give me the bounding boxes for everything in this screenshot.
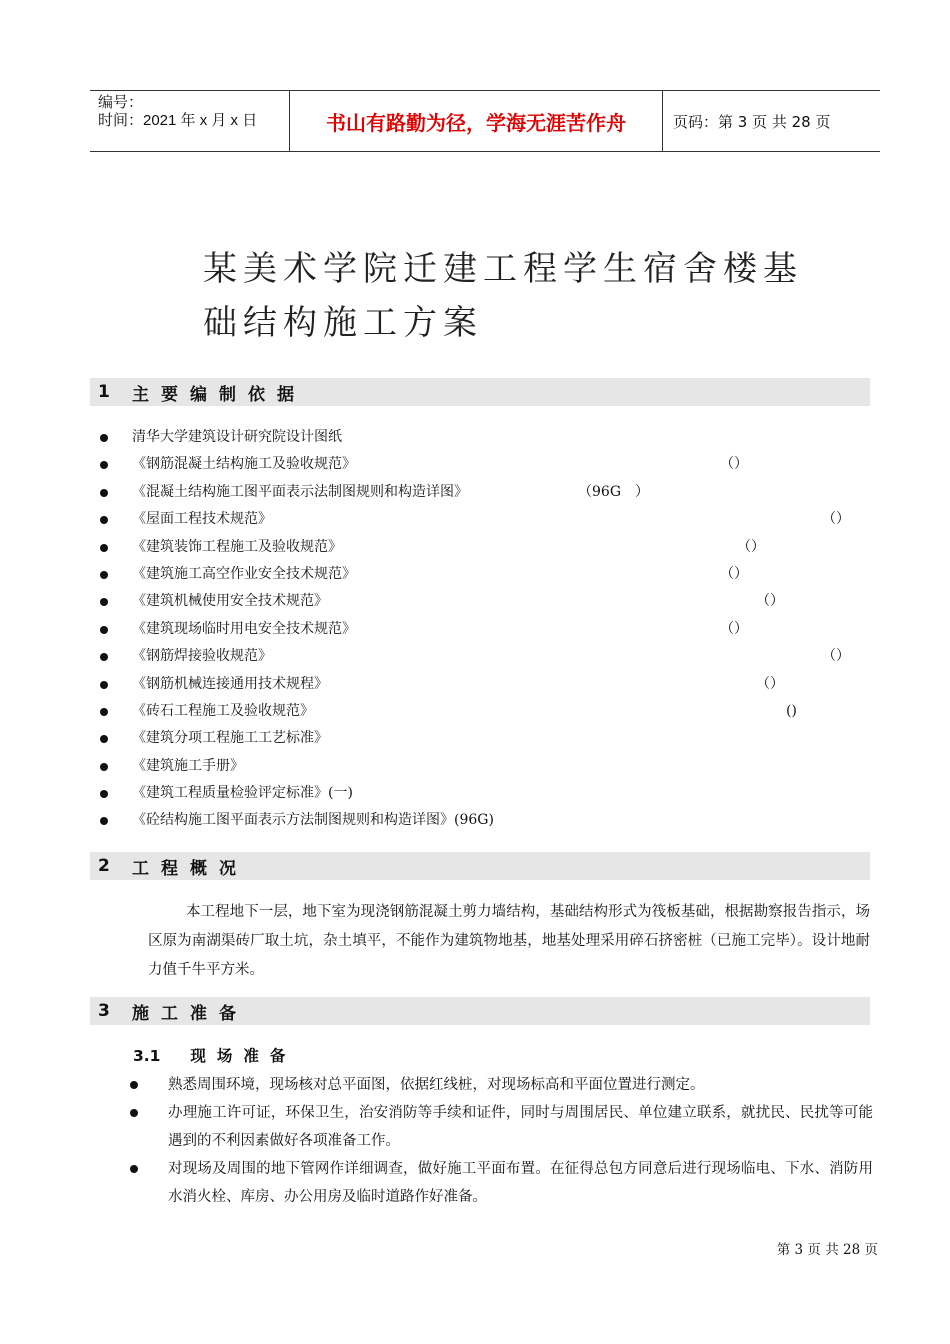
- subsection-heading: [133, 1044, 296, 1066]
- bullet-icon: [100, 735, 108, 743]
- header-page-info: 页码：第 3 页 共 28 页: [673, 112, 831, 131]
- section-number: 2: [98, 856, 110, 876]
- list-item: 《建筑施工高空作业安全技术规范》 （）: [100, 561, 860, 588]
- document-title: [203, 242, 803, 350]
- list-item: 办理施工许可证，环保卫生，治安消防等手续和证件，同时与周围居民、单位建立联系，就扰民、民扰等可能遇到的不利因素做好各项准备工作。: [128, 1099, 873, 1155]
- list-item: 《建筑机械使用安全技术规范》 （）: [100, 588, 860, 615]
- bullet-icon: [130, 1081, 138, 1089]
- bullet-icon: [100, 817, 108, 825]
- page-footer: 第 3 页 共 28 页: [776, 1242, 878, 1258]
- list-item: 《建筑施工手册》: [100, 753, 860, 780]
- bullet-icon: [100, 653, 108, 661]
- list-item: 《建筑装饰工程施工及验收规范》 （）: [100, 534, 860, 561]
- bullet-icon: [100, 763, 108, 771]
- header-meta-cell: [90, 91, 290, 151]
- section-heading-1: [90, 378, 870, 406]
- section-number: 1: [98, 382, 110, 402]
- list-item: 《砖石工程施工及验收规范》 (): [100, 698, 860, 725]
- site-prep-list: [128, 1071, 873, 1211]
- list-item: 《砼结构施工图平面表示方法制图规则和构造详图》(96G): [100, 807, 860, 834]
- section-title: 主要编制依据: [132, 384, 306, 405]
- list-item: 《混凝土结构施工图平面表示法制图规则和构造详图》 （96G ）: [100, 479, 860, 506]
- section-title: 施工准备: [132, 1003, 248, 1024]
- overview-paragraph: 本工程地下一层，地下室为现浇钢筋混凝土剪力墙结构，基础结构形式为筏板基础，根据勘察报告指示，场区原为南湖渠砖厂取土坑，杂土填平，不能作为建筑物地基，地基处理采用碎石挤密桩（已施工完毕）。设计地耐力值千牛平方米。: [148, 904, 870, 978]
- bullet-icon: [130, 1165, 138, 1173]
- title-line-2: 础结构施工方案: [203, 303, 483, 343]
- bullet-icon: [100, 516, 108, 524]
- subsection-title: 现场准备: [190, 1047, 297, 1065]
- subsection-number: 3.1: [133, 1047, 161, 1065]
- title-line-1: 某美术学院迁建工程学生宿舍楼基: [203, 249, 803, 289]
- bullet-icon: [100, 461, 108, 469]
- list-item: 《钢筋焊接验收规范》 （）: [100, 643, 860, 670]
- list-item: 对现场及周围的地下管网作详细调查，做好施工平面布置。在征得总包方同意后进行现场临电、下水、消防用水消火栓、库房、办公用房及临时道路作好准备。: [128, 1155, 873, 1211]
- section-heading-3: [90, 997, 870, 1025]
- section-title: 工程概况: [132, 858, 248, 879]
- bullet-icon: [100, 544, 108, 552]
- basis-list: [100, 424, 860, 835]
- list-item: 熟悉周围环境，现场核对总平面图，依据红线桩，对现场标高和平面位置进行测定。: [128, 1071, 873, 1099]
- list-item: 《建筑分项工程施工工艺标准》: [100, 725, 860, 752]
- list-item: 《屋面工程技术规范》 （）: [100, 506, 860, 533]
- bullet-icon: [130, 1109, 138, 1117]
- bullet-icon: [100, 681, 108, 689]
- bullet-icon: [100, 626, 108, 634]
- section-number: 3: [98, 1001, 110, 1021]
- list-item: 《钢筋机械连接通用技术规程》 （）: [100, 671, 860, 698]
- number-label: 编号：: [98, 94, 144, 111]
- list-item: 清华大学建筑设计研究院设计图纸: [100, 424, 860, 451]
- page-header: [90, 90, 880, 152]
- list-item: 《建筑工程质量检验评定标准》(一): [100, 780, 860, 807]
- list-item: 《建筑现场临时用电安全技术规范》 （）: [100, 616, 860, 643]
- bullet-icon: [100, 708, 108, 716]
- section-heading-2: [90, 852, 870, 880]
- bullet-icon: [100, 434, 108, 442]
- header-motto: 书山有路勤为径，学海无涯苦作舟: [290, 91, 663, 151]
- list-item: 《钢筋混凝土结构施工及验收规范》 （）: [100, 451, 860, 478]
- bullet-icon: [100, 790, 108, 798]
- bullet-icon: [100, 489, 108, 497]
- bullet-icon: [100, 571, 108, 579]
- time-label: 时间：2021 年 x 月 x 日: [98, 112, 258, 129]
- bullet-icon: [100, 598, 108, 606]
